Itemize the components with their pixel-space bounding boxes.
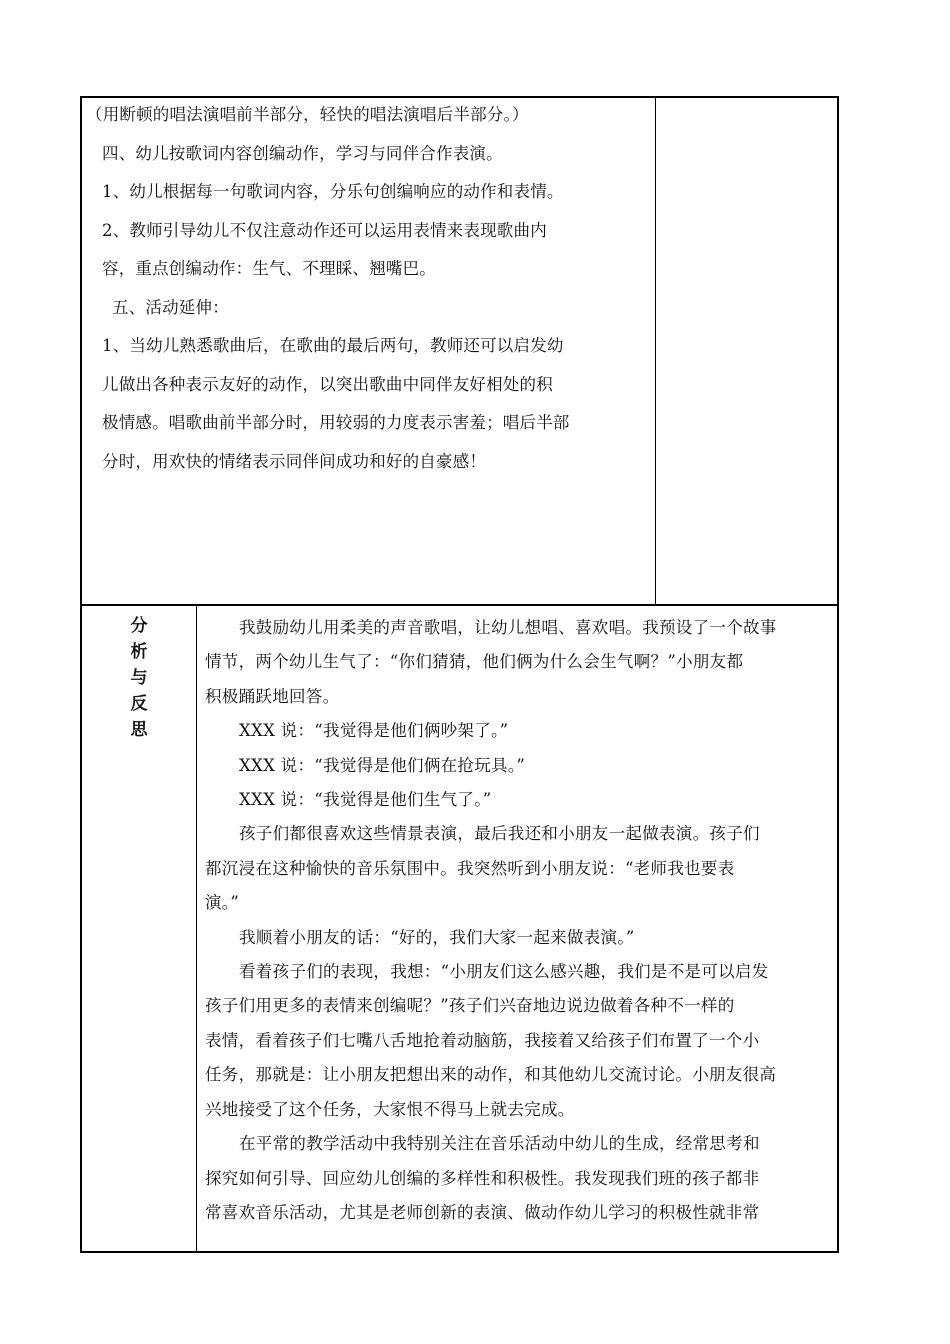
text-line: 表情，看着孩子们七嘴八舌地抢着动脑筋，我接着又给孩子们布置了一个小 — [205, 1030, 760, 1050]
label-char: 思 — [130, 720, 148, 740]
text-line: 五、活动延伸： — [112, 297, 229, 317]
text-line: 分时，用欢快的情绪表示同伴间成功和好的自豪感！ — [102, 451, 487, 471]
text-line: 极情感。唱歌曲前半部分时，用较弱的力度表示害羞；唱后半部 — [102, 413, 570, 432]
label-char: 与 — [130, 668, 148, 688]
table-right-border — [837, 96, 839, 1253]
text-line: 孩子们都很喜欢这些情景表演，最后我还和小朋友一起做表演。孩子们 — [239, 824, 760, 844]
activity-process-text — [86, 96, 650, 481]
text-line: 1、幼儿根据每一句歌词内容，分乐句创编响应的动作和表情。 — [102, 182, 564, 201]
text-line: 我鼓励幼儿用柔美的声音歌唱，让幼儿想唱、喜欢唱。我预设了一个故事 — [239, 618, 777, 637]
text-line: XXX 说：“我觉得是他们俩吵架了。” — [239, 721, 509, 741]
text-line: 探究如何引导、回应幼儿创编的多样性和积极性。我发现我们班的孩子都非 — [205, 1168, 760, 1188]
text-line: 积极踊跃地回答。 — [205, 686, 340, 706]
label-char: 析 — [130, 642, 148, 662]
row-divider — [80, 604, 839, 606]
text-line: 演。” — [205, 893, 240, 913]
text-line: 2、教师引导幼儿不仅注意动作还可以运用表情来表现歌曲内 — [102, 220, 547, 240]
text-line: 常喜欢音乐活动，尤其是老师创新的表演、做动作幼儿学习的积极性就非常 — [205, 1202, 760, 1222]
text-line: 四、幼儿按歌词内容创编动作，学习与同伴合作表演。 — [102, 143, 503, 163]
text-line: 任务，那就是：让小朋友把想出来的动作，和其他幼儿交流讨论。小朋友很高 — [205, 1065, 777, 1085]
label-column-divider — [196, 604, 197, 1253]
text-line: 在平常的教学活动中我特别关注在音乐活动中幼儿的生成，经常思考和 — [239, 1134, 760, 1154]
text-line: 孩子们用更多的表情来创编呢？”孩子们兴奋地边说边做着各种不一样的 — [205, 996, 735, 1016]
text-line: 兴地接受了这个任务，大家恨不得马上就去完成。 — [205, 1099, 575, 1119]
text-line: 我顺着小朋友的话：“好的，我们大家一起来做表演。” — [239, 927, 635, 947]
text-line: 情节，两个幼儿生气了：“你们猜猜，他们俩为什么会生气啊？”小朋友都 — [205, 652, 744, 672]
analysis-reflection-label — [116, 613, 162, 743]
text-line: 看着孩子们的表现，我想：“小朋友们这么感兴趣，我们是不是可以启发 — [239, 962, 769, 982]
label-char: 反 — [130, 694, 148, 714]
upper-column-divider — [655, 96, 656, 605]
text-line: XXX 说：“我觉得是他们俩在抢玩具。” — [239, 755, 526, 775]
text-line: 都沉浸在这种愉快的音乐氛围中。我突然听到小朋友说：“老师我也要表 — [205, 858, 735, 878]
table-left-border — [80, 96, 82, 1253]
label-char: 分 — [130, 616, 148, 636]
table-bottom-border — [80, 1251, 839, 1253]
text-line: 容，重点创编动作：生气、不理睬、翘嘴巴。 — [102, 259, 436, 278]
text-line: XXX 说：“我觉得是他们生气了。” — [239, 790, 492, 810]
text-line: 1、当幼儿熟悉歌曲后，在歌曲的最后两句，教师还可以启发幼 — [102, 336, 564, 355]
text-line: （用断顿的唱法演唱前半部分，轻快的唱法演唱后半部分。） — [86, 105, 529, 124]
text-line: 儿做出各种表示友好的动作，以突出歌曲中同伴友好相处的积 — [102, 374, 553, 394]
analysis-reflection-text — [205, 611, 830, 1230]
